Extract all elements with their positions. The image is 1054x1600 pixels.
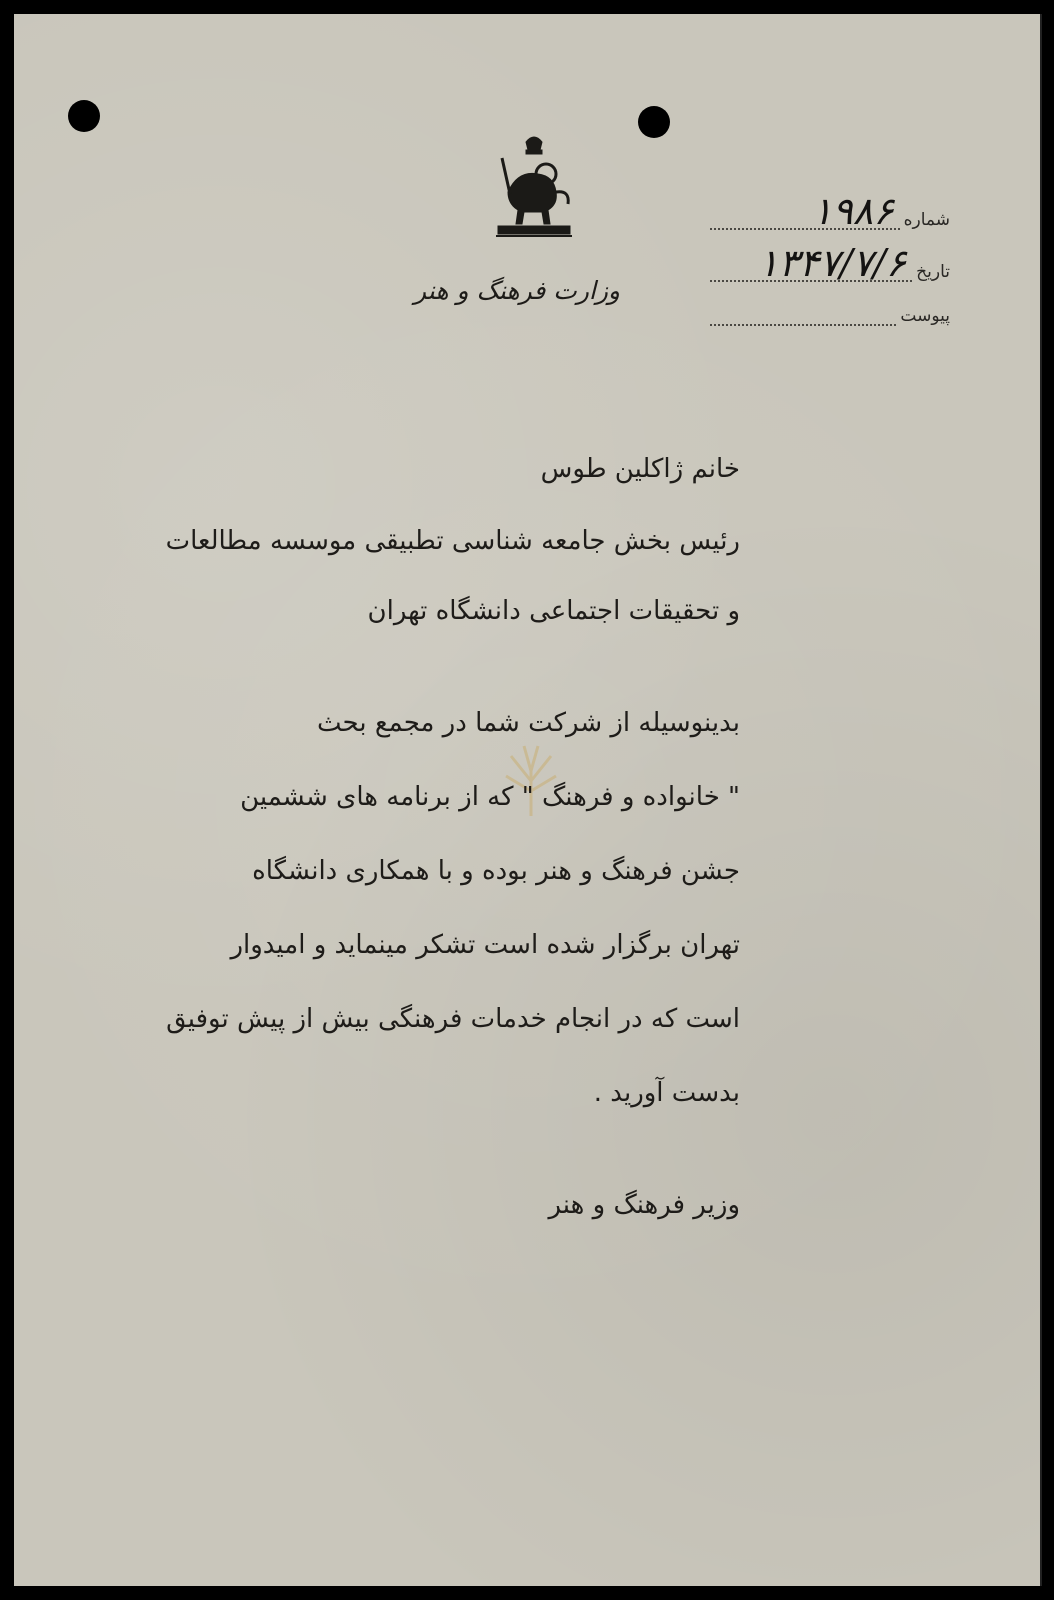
number-value: ۱۹۸۶ bbox=[811, 189, 894, 233]
date-value: ۱۳۴۷/۷/۶ bbox=[758, 241, 907, 285]
attachment-label: پیوست bbox=[900, 306, 950, 326]
reference-date-field bbox=[710, 241, 950, 285]
body-text-line: است که در انجام خدمات فرهنگی بیش از پیش توفیق bbox=[166, 1004, 740, 1034]
letter-page bbox=[14, 14, 1042, 1586]
body-text-line: بدست آورید . bbox=[593, 1078, 740, 1108]
watermark-logo-icon bbox=[496, 736, 566, 826]
lion-and-sun-emblem-icon bbox=[488, 132, 580, 242]
ministry-name: وزارت فرهنگ و هنر bbox=[414, 276, 620, 305]
body-text-line: تهران برگزار شده است تشکر مینماید و امیدوار bbox=[230, 930, 740, 960]
signature: وزیر فرهنگ و هنر bbox=[548, 1190, 740, 1220]
body-text-line: جشن فرهنگ و هنر بوده و با همکاری دانشگاه bbox=[252, 856, 740, 886]
number-dotted-line bbox=[710, 189, 900, 233]
punch-hole-left bbox=[68, 100, 100, 132]
body-text-line: " خانواده و فرهنگ " که از برنامه های ششمین bbox=[240, 782, 740, 812]
punch-hole-right bbox=[638, 106, 670, 138]
reference-number-field bbox=[710, 189, 950, 233]
reference-attachment-field bbox=[710, 286, 950, 326]
recipient-title-line: و تحقیقات اجتماعی دانشگاه تهران bbox=[367, 596, 740, 626]
date-label: تاریخ bbox=[916, 262, 950, 282]
number-label: شماره bbox=[903, 210, 950, 230]
recipient-title-line: رئیس بخش جامعه شناسی تطبیقی موسسه مطالعات bbox=[165, 526, 740, 556]
attachment-dotted-line bbox=[710, 304, 896, 326]
date-dotted-line bbox=[710, 241, 912, 285]
recipient-name: خانم ژاکلین طوس bbox=[540, 454, 740, 484]
body-text-line: بدینوسیله از شرکت شما در مجمع بحث bbox=[317, 708, 740, 738]
